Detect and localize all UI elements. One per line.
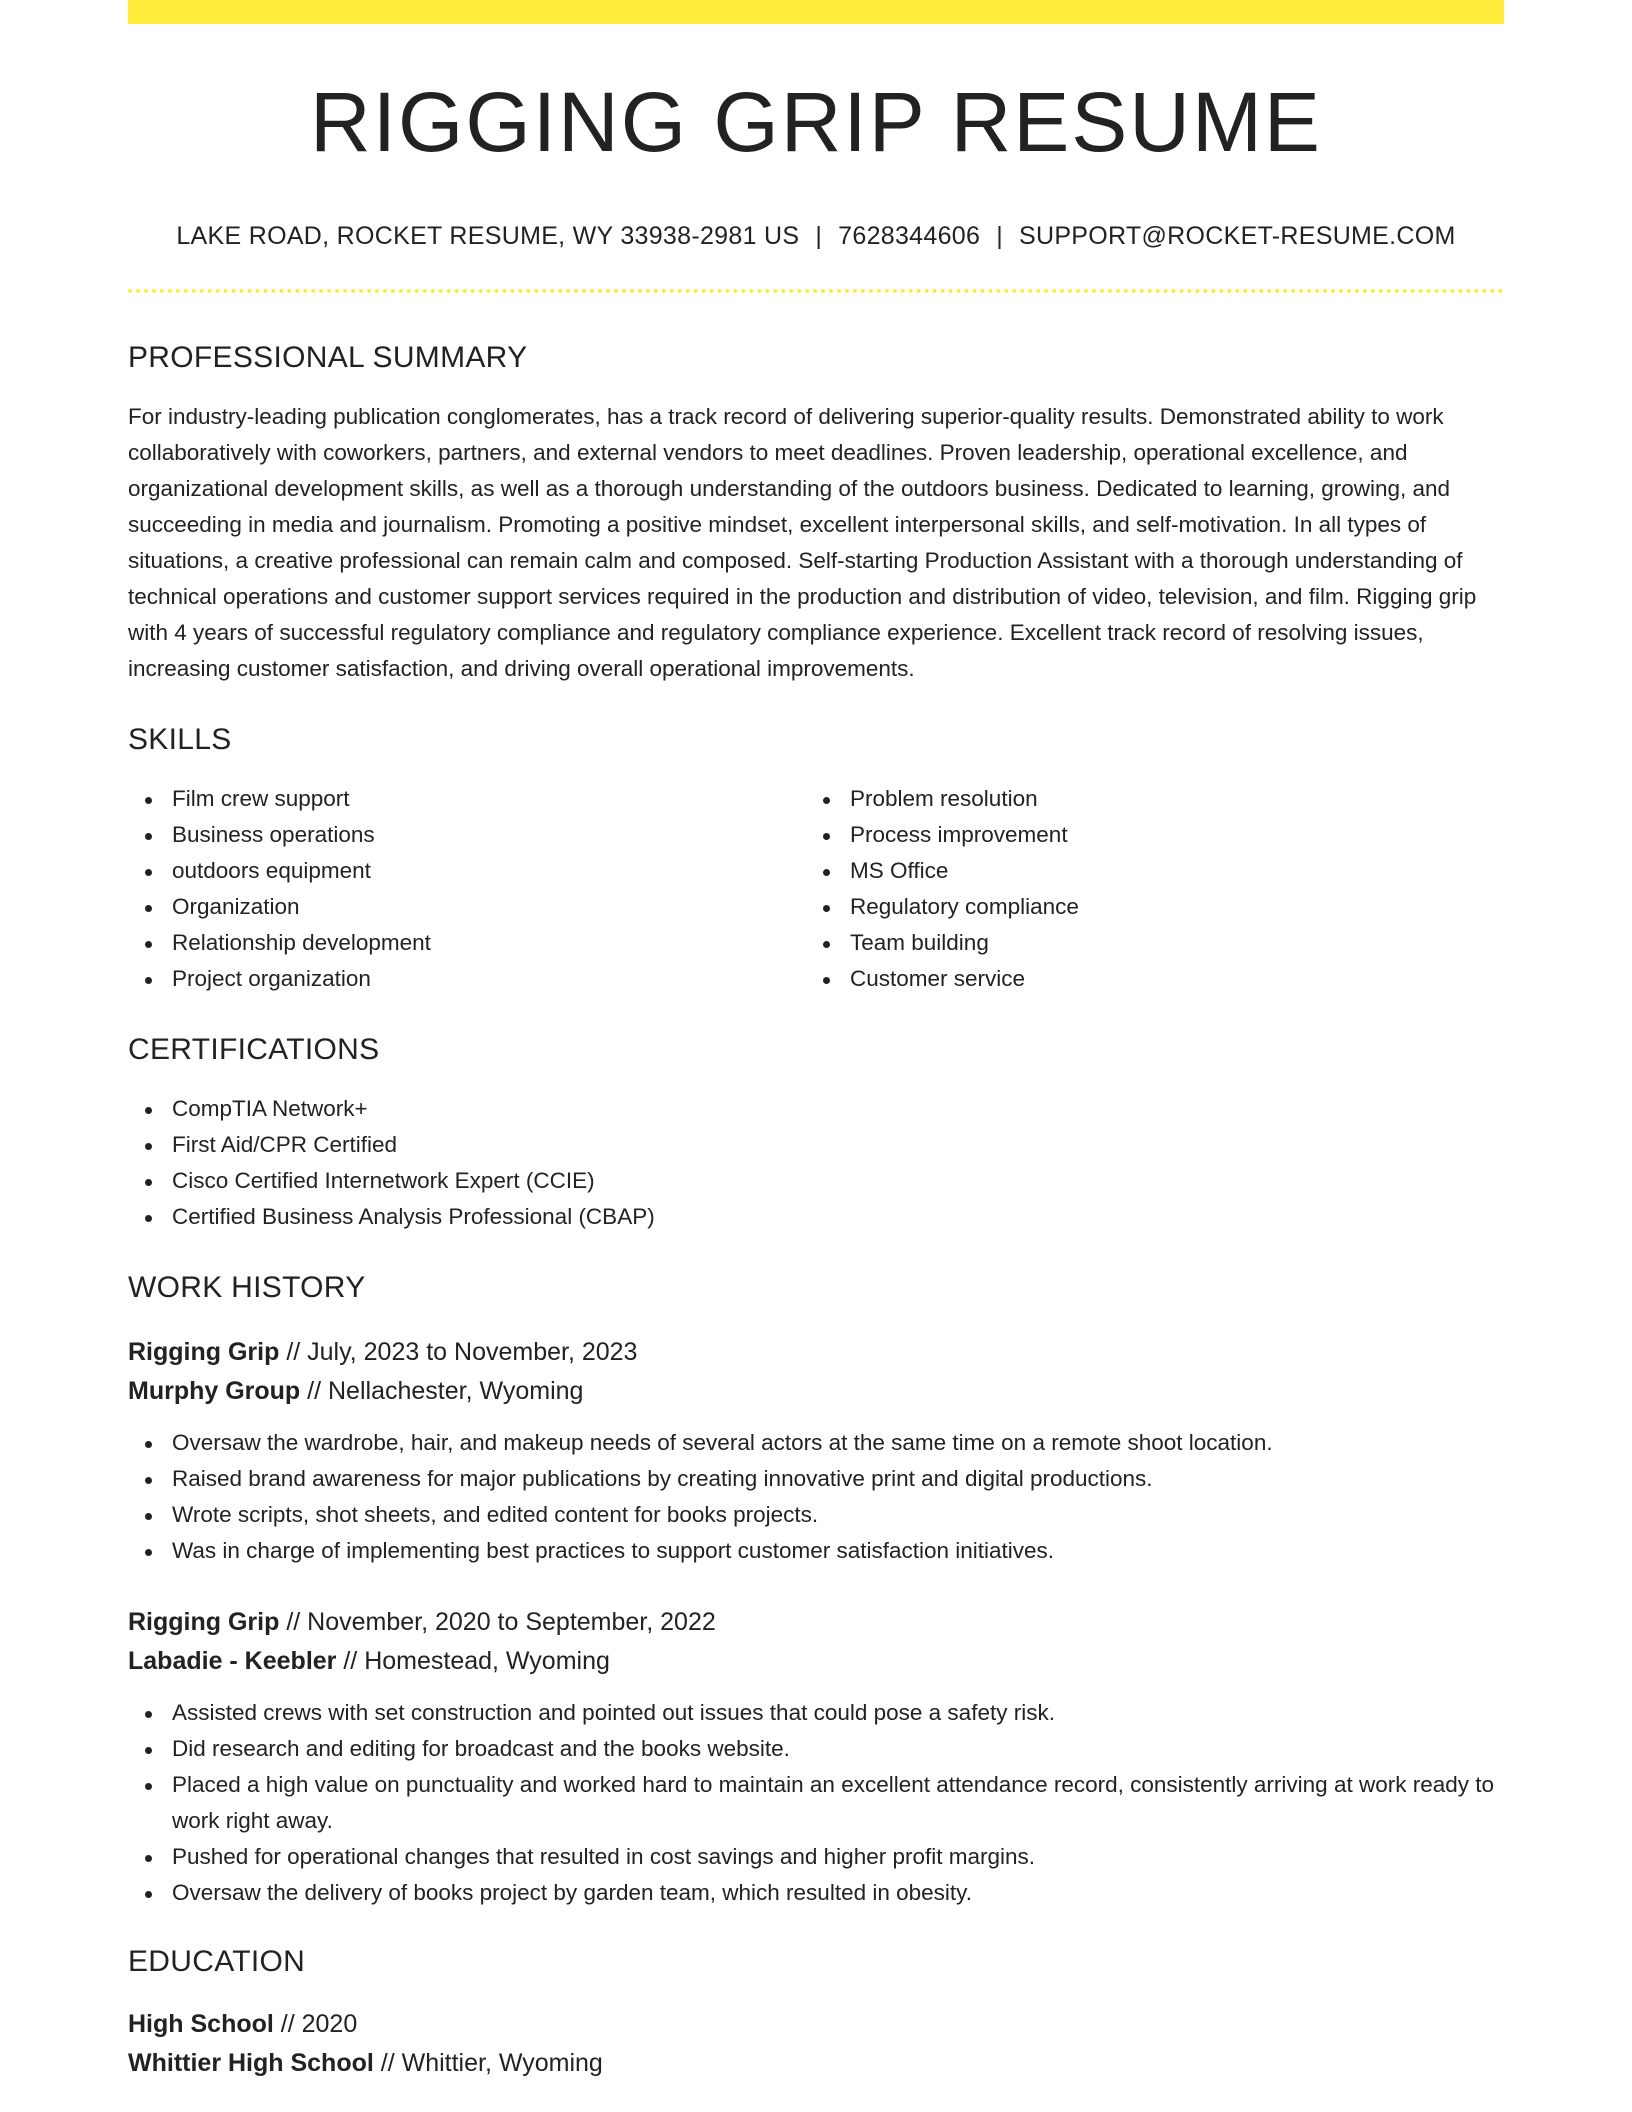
- certification-item: CompTIA Network+: [128, 1091, 1504, 1127]
- skill-item: outdoors equipment: [128, 853, 806, 889]
- skill-item: Organization: [128, 889, 806, 925]
- job-role: Rigging Grip: [128, 1608, 280, 1636]
- job-bullet: Oversaw the wardrobe, hair, and makeup needs of several actors at the same time on a remote shoot location.: [128, 1425, 1504, 1461]
- skill-item: Team building: [806, 925, 1484, 961]
- contact-separator: |: [996, 222, 1003, 250]
- job-entry: [128, 1333, 1504, 1569]
- contact-separator: |: [815, 222, 823, 250]
- certifications-heading: CERTIFICATIONS: [128, 1033, 380, 1066]
- job-role-line: [128, 1603, 1504, 1642]
- summary-heading: PROFESSIONAL SUMMARY: [128, 341, 528, 374]
- education-entry: [128, 2005, 1504, 2083]
- job-entry: [128, 1603, 1504, 1911]
- job-bullet: Did research and editing for broadcast and the books website.: [128, 1731, 1504, 1767]
- skill-item: Relationship development: [128, 925, 806, 961]
- certification-item: Certified Business Analysis Professional (CBAP): [128, 1199, 1504, 1235]
- education-degree: High School: [128, 2010, 274, 2038]
- skill-item: Film crew support: [128, 781, 806, 817]
- contact-phone: 7628344606: [838, 222, 981, 250]
- education-degree-line: [128, 2005, 1504, 2044]
- job-bullet: Oversaw the delivery of books project by garden team, which resulted in obesity.: [128, 1875, 1504, 1911]
- contact-address: LAKE ROAD, ROCKET RESUME, WY 33938-2981 US: [176, 222, 800, 250]
- education-school: Whittier High School: [128, 2049, 374, 2077]
- job-company: Murphy Group: [128, 1377, 301, 1405]
- education-school-line: [128, 2044, 1504, 2083]
- job-bullet: Placed a high value on punctuality and worked hard to maintain an excellent attendance record, consistently arriving at work ready to work right away.: [128, 1767, 1504, 1839]
- job-bullet: Assisted crews with set construction and pointed out issues that could pose a safety risk.: [128, 1695, 1504, 1731]
- skill-item: Problem resolution: [806, 781, 1484, 817]
- job-dates: // July, 2023 to November, 2023: [279, 1338, 638, 1366]
- job-location: // Nellachester, Wyoming: [300, 1377, 584, 1405]
- skill-item: Customer service: [806, 961, 1484, 997]
- contact-line: [128, 224, 1504, 249]
- certifications-list: [128, 1091, 1504, 1235]
- work-history-heading: WORK HISTORY: [128, 1271, 366, 1304]
- skill-item: Process improvement: [806, 817, 1484, 853]
- accent-top-bar: [128, 0, 1504, 24]
- job-bullets: [128, 1425, 1504, 1569]
- job-bullet: Pushed for operational changes that resulted in cost savings and higher profit margins.: [128, 1839, 1504, 1875]
- skill-item: MS Office: [806, 853, 1484, 889]
- education-year: // 2020: [273, 2010, 358, 2038]
- resume-page: [128, 0, 1504, 2083]
- job-bullets: [128, 1695, 1504, 1911]
- certification-item: Cisco Certified Internetwork Expert (CCIE): [128, 1163, 1504, 1199]
- job-bullet: Was in charge of implementing best practices to support customer satisfaction initiatives.: [128, 1533, 1504, 1569]
- summary-text: For industry-leading publication conglomerates, has a track record of delivering superior-quality results. Demonstrated ability to work collaboratively with coworkers, partners, and external vendors to meet deadlines. Proven leadership, operational excellence, and organizational development skills, as well as a thorough understanding of the outdoors business. Dedicated to learning, growing, and succeeding in media and journalism. Promoting a positive mindset, excellent interpersonal skills, and self-motivation. In all types of situations, a creative professional can remain calm and composed. Self-starting Production Assistant with a thorough understanding of technical operations and customer support services required in the production and distribution of video, television, and film. Rigging grip with 4 years of successful regulatory compliance and regulatory compliance experience. Excellent track record of resolving issues, increasing customer satisfaction, and driving overall operational improvements.: [128, 404, 1477, 681]
- skills-list-right: [806, 781, 1484, 997]
- job-dates: // November, 2020 to September, 2022: [279, 1608, 716, 1636]
- job-bullet: Wrote scripts, shot sheets, and edited content for books projects.: [128, 1497, 1504, 1533]
- job-location: // Homestead, Wyoming: [336, 1647, 610, 1675]
- certification-item: First Aid/CPR Certified: [128, 1127, 1504, 1163]
- job-role: Rigging Grip: [128, 1338, 280, 1366]
- skills-heading: SKILLS: [128, 723, 232, 756]
- job-bullet: Raised brand awareness for major publications by creating innovative print and digital productions.: [128, 1461, 1504, 1497]
- skill-item: Regulatory compliance: [806, 889, 1484, 925]
- skills-list-left: [128, 781, 806, 997]
- dotted-divider: [128, 289, 1504, 293]
- education-heading: EDUCATION: [128, 1945, 306, 1978]
- job-company: Labadie - Keebler: [128, 1647, 337, 1675]
- skill-item: Business operations: [128, 817, 806, 853]
- job-company-line: [128, 1372, 1504, 1411]
- contact-email: SUPPORT@ROCKET-RESUME.COM: [1019, 222, 1456, 250]
- resume-title: RIGGING GRIP RESUME: [310, 75, 1322, 169]
- skill-item: Project organization: [128, 961, 806, 997]
- job-role-line: [128, 1333, 1504, 1372]
- skills-grid: [128, 781, 1504, 997]
- job-company-line: [128, 1642, 1504, 1681]
- education-location: // Whittier, Wyoming: [373, 2049, 603, 2077]
